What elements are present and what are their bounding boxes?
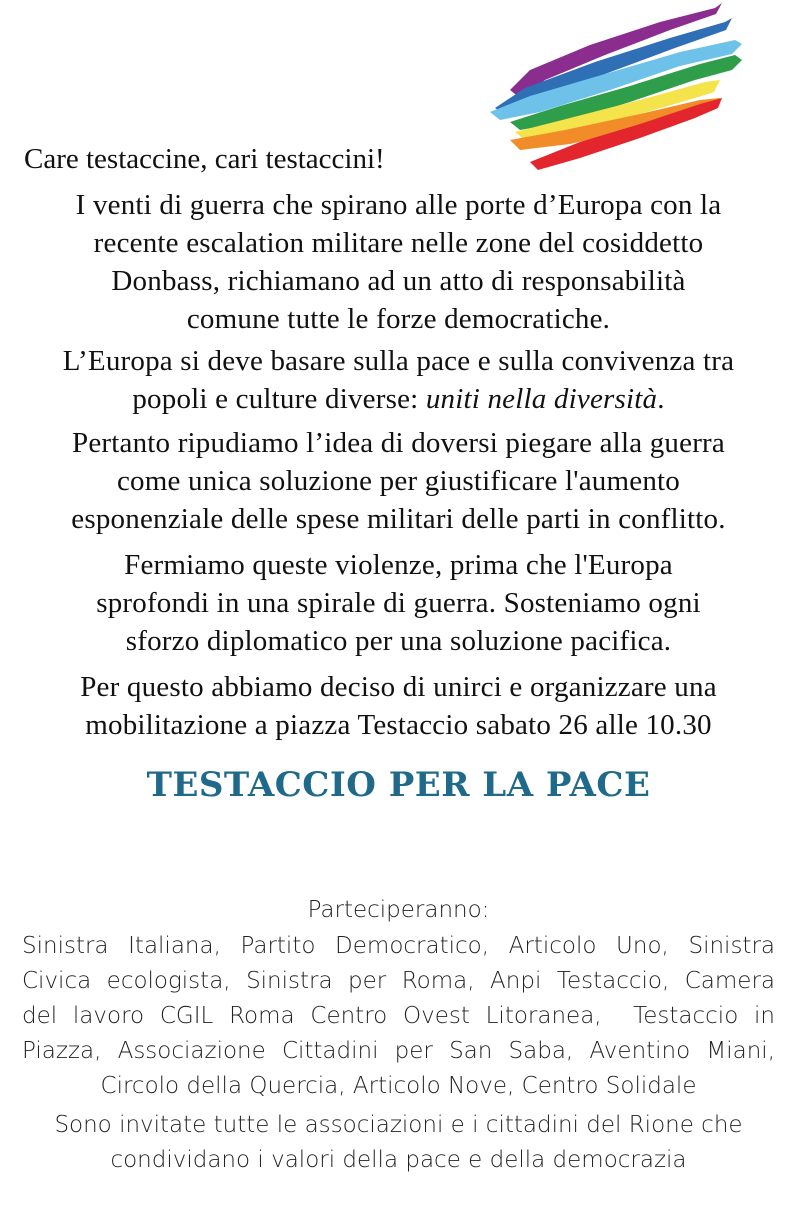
paragraph-war-winds [18, 186, 779, 338]
participants-line: Circolo della Quercia, Articolo Nove, Centro Solidale [100, 1073, 697, 1099]
paragraph-line: Fermiamo queste violenze, prima che l'Europa [124, 549, 673, 581]
paragraph-line: I venti di guerra che spirano alle porte d’Europa con la [75, 189, 722, 221]
participants-line: del lavoro CGIL Roma Centro Ovest Litoranea, Testaccio in [22, 1003, 775, 1029]
paragraph-line: Per questo abbiamo deciso di unirci e organizzare una [80, 671, 717, 703]
motto-emphasis: uniti nella diversità [425, 383, 658, 415]
event-title: TESTACCIO PER LA PACE [146, 765, 651, 805]
rainbow-peace-flag-icon [470, 0, 760, 175]
paragraph-mobilization [18, 668, 779, 744]
invitation-text [14, 1108, 783, 1178]
paragraph-stop-violence [18, 546, 779, 660]
paragraph-line: come unica soluzione per giustificare l'aumento [116, 465, 680, 497]
invitation-line: condividano i valori della pace e della democrazia [110, 1147, 687, 1173]
paragraph-line: sprofondi in una spirale di guerra. Sosteniamo ogni [96, 587, 701, 619]
participants-line: Civica ecologista, Sinistra per Roma, Anpi Testaccio, Camera [22, 968, 775, 994]
greeting: Care testaccine, cari testaccini! [24, 143, 385, 175]
paragraph-line: sforzo diplomatico per una soluzione pacifica. [125, 625, 672, 657]
paragraph-line: Donbass, richiamano ad un atto di responsabilità [111, 265, 686, 297]
participants-line: Sinistra Italiana, Partito Democratico, Articolo Uno, Sinistra [22, 933, 775, 959]
participants-line: Piazza, Associazione Cittadini per San Saba, Aventino Miani, [22, 1038, 775, 1064]
paragraph-line: esponenziale delle spese militari delle parti in conflitto. [71, 503, 726, 535]
paragraph-line-suffix: . [657, 383, 665, 415]
paragraph-line-prefix: popoli e culture diverse: [132, 383, 426, 415]
paragraph-line: comune tutte le forze democratiche. [186, 303, 611, 335]
paragraph-reject-war [18, 424, 779, 538]
paragraph-line [18, 380, 779, 418]
paragraph-line: mobilitazione a piazza Testaccio sabato 26 alle 10.30 [85, 709, 712, 741]
paragraph-line: L’Europa si deve basare sulla pace e sulla convivenza tra [62, 345, 735, 377]
paragraph-line: Pertanto ripudiamo l’idea di doversi piegare alla guerra [72, 427, 725, 459]
participants-label: Parteciperanno: [307, 897, 490, 923]
participants-list [22, 929, 775, 1104]
paragraph-line: recente escalation militare nelle zone del cosiddetto [93, 227, 704, 259]
paragraph-europe-peace [18, 342, 779, 418]
invitation-line: Sono invitate tutte le associazioni e i cittadini del Rione che [54, 1112, 743, 1138]
